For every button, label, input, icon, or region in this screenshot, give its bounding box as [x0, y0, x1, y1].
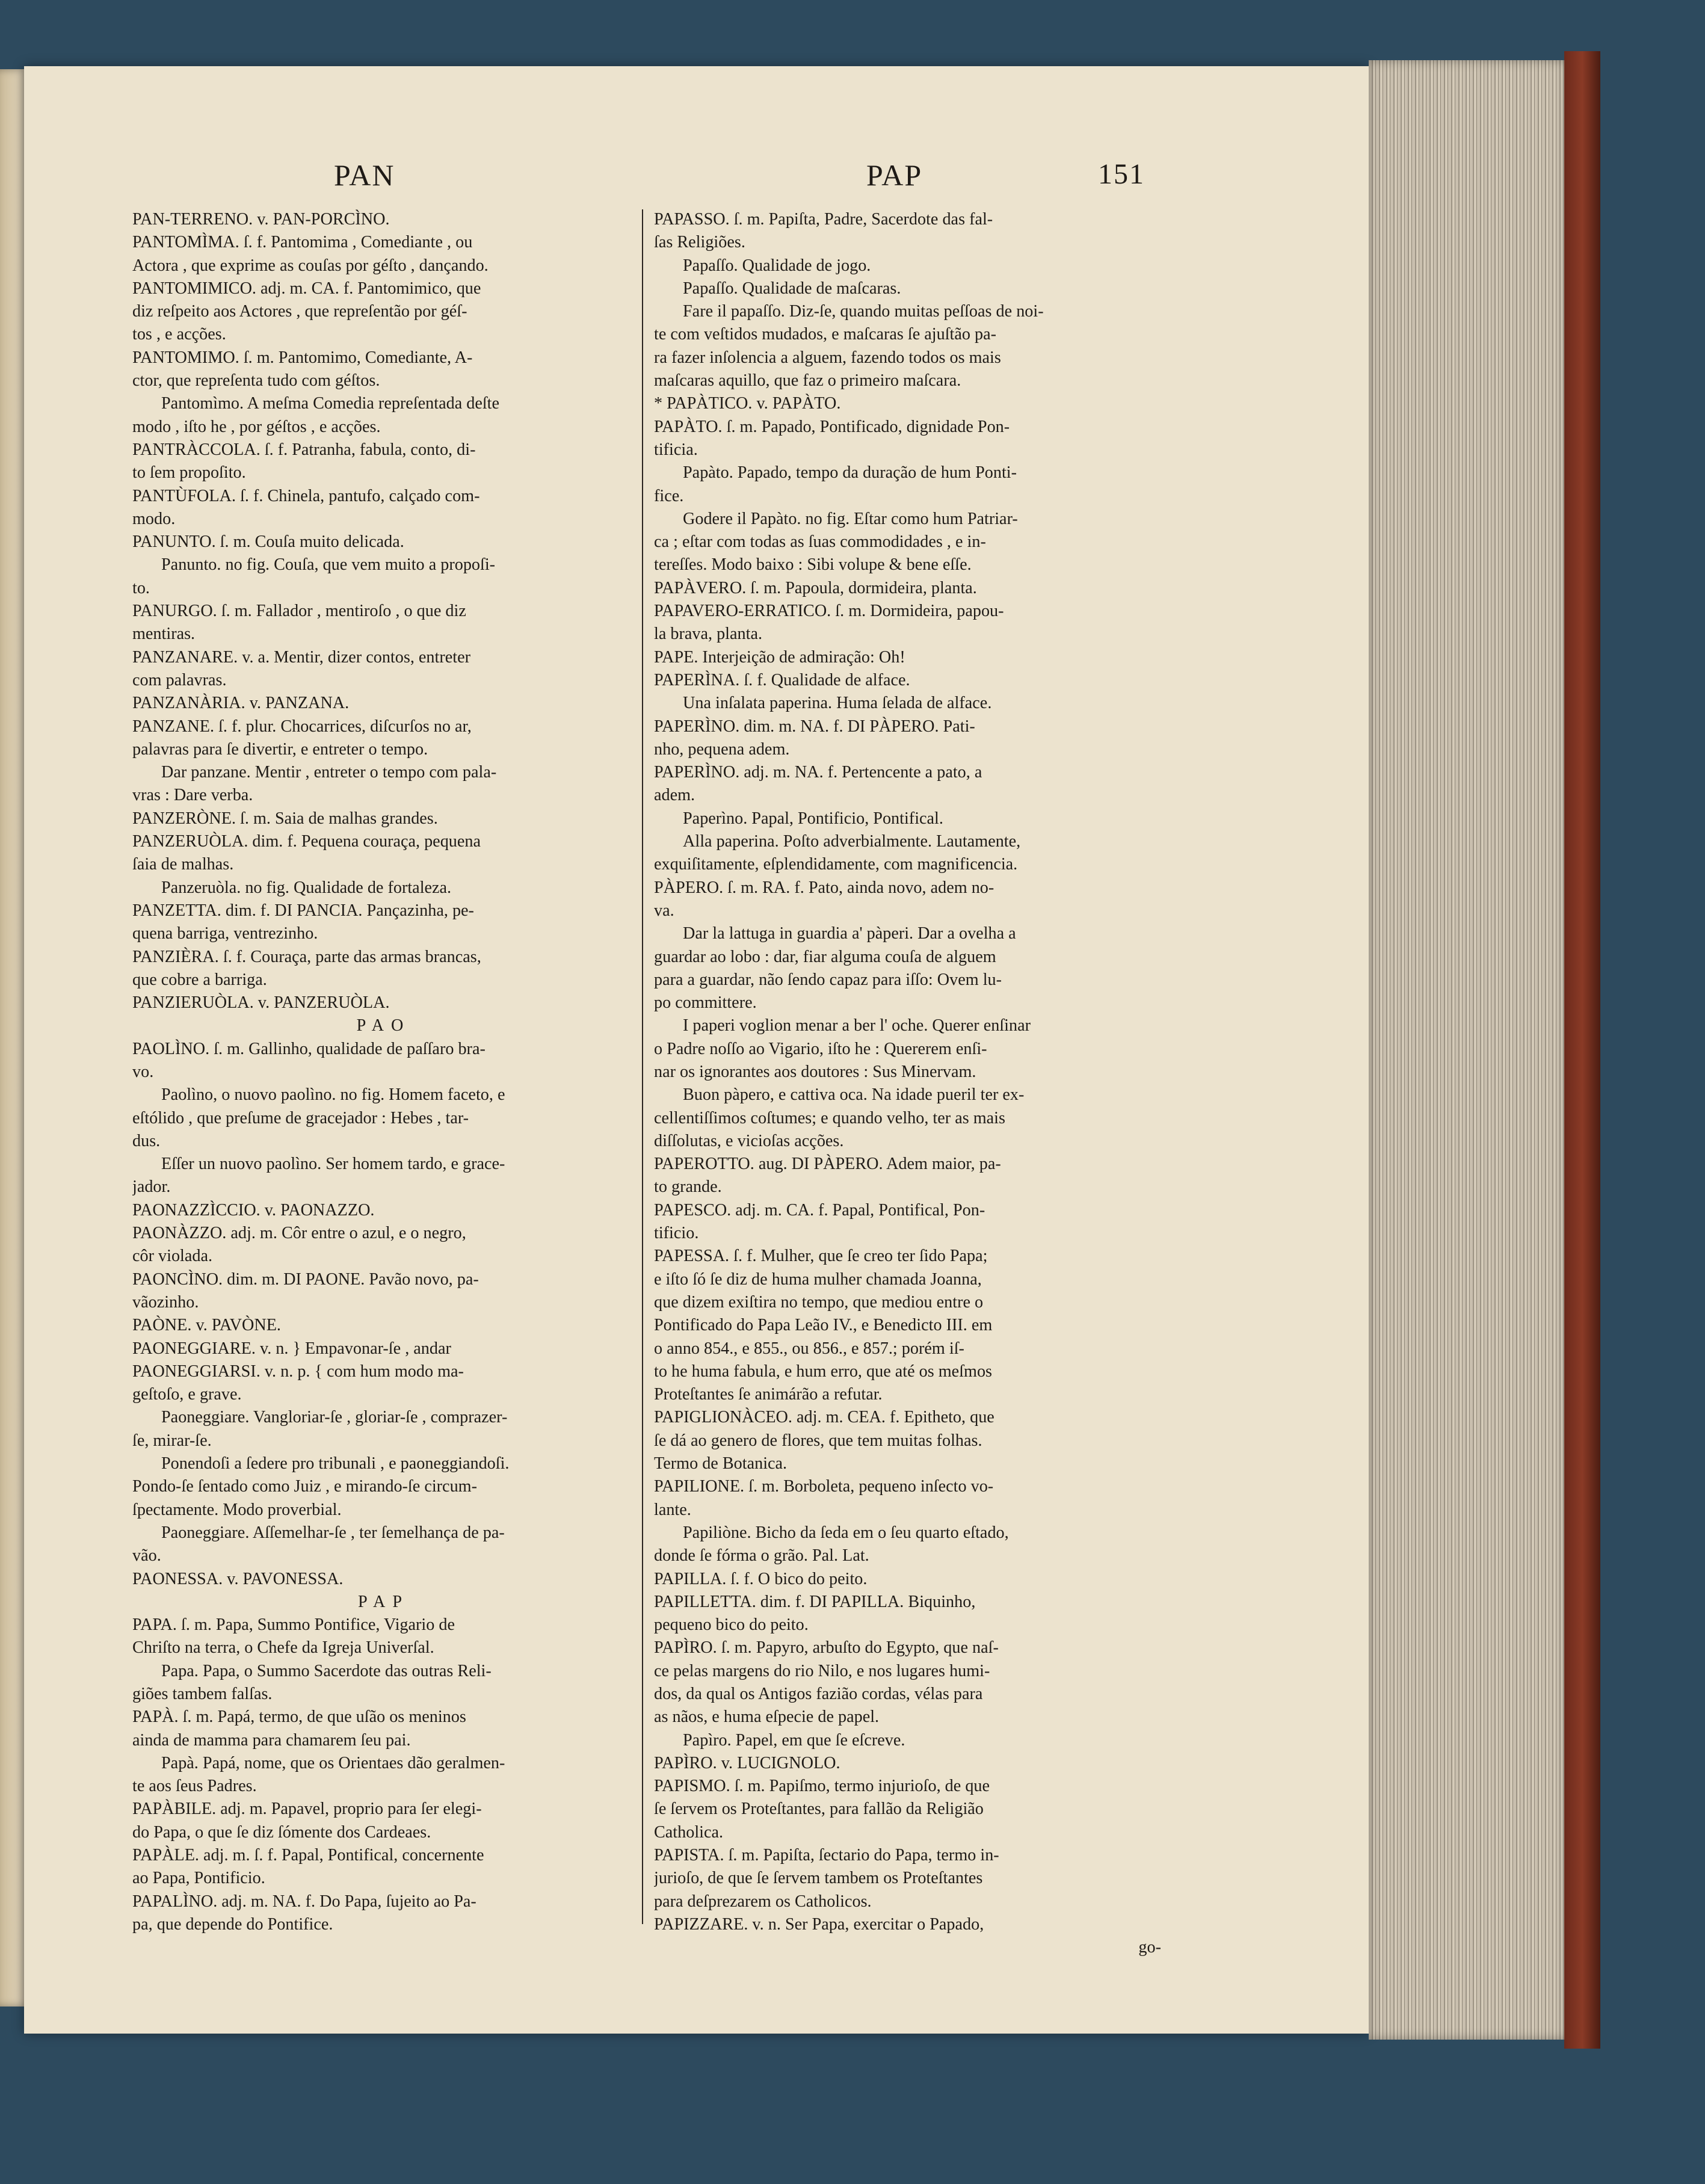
dictionary-line: PANUNTO. ſ. m. Couſa muito delicada. — [132, 532, 404, 552]
dictionary-line: ctor, que repreſenta tudo com géſtos. — [132, 371, 380, 390]
dictionary-line: Papa. Papa, o Summo Sacerdote das outras Reli- — [161, 1661, 492, 1680]
dictionary-line: PAPÀBILE. adj. m. Papavel, proprio para ſer elegi- — [132, 1800, 482, 1819]
dictionary-line: va. — [654, 901, 674, 920]
column-rule — [642, 209, 643, 1924]
dictionary-line: PAPILLA. ſ. f. O bico do peito. — [654, 1569, 868, 1588]
dictionary-line: PAONÀZZO. adj. m. Côr entre o azul, e o negro, — [132, 1224, 466, 1243]
dictionary-line: nar os ignorantes aos doutores : Sus Minervam. — [654, 1062, 976, 1081]
dictionary-line: I paperi voglion menar a ber l' oche. Querer enſinar — [683, 1016, 1031, 1035]
dictionary-line: PAÒNE. v. PAVÒNE. — [132, 1316, 281, 1335]
dictionary-line: fice. — [654, 486, 684, 505]
dictionary-line: PANTOMIMO. ſ. m. Pantomimo, Comediante, A- — [132, 348, 473, 367]
dictionary-line: Papàto. Papado, tempo da duração de hum Ponti- — [683, 463, 1017, 483]
dictionary-line: PAONEGGIARE. v. n. } Empavonar-ſe , andar — [132, 1339, 451, 1358]
dictionary-line: PAPILIONE. ſ. m. Borboleta, pequeno inſecto vo- — [654, 1477, 994, 1496]
dictionary-line: ſpectamente. Modo proverbial. — [132, 1500, 342, 1519]
dictionary-line: exquiſitamente, eſplendidamente, com magnificencia. — [654, 855, 1018, 874]
dictionary-line: maſcaras aquillo, que faz o primeiro maſcara. — [654, 371, 961, 390]
dictionary-line: giões tambem falſas. — [132, 1685, 273, 1703]
dictionary-line: PAPESCO. adj. m. CA. f. Papal, Pontifical, Pon- — [654, 1200, 985, 1220]
dictionary-line: to he huma fabula, e hum erro, que até os meſmos — [654, 1362, 993, 1381]
dictionary-line: PANURGO. ſ. m. Fallador , mentiroſo , o que diz — [132, 602, 466, 621]
dictionary-line: tificia. — [654, 440, 698, 459]
dictionary-line: PÀPERO. ſ. m. RA. f. Pato, ainda novo, adem no- — [654, 878, 994, 897]
dictionary-line: PANZETTA. dim. f. DI PANCIA. Pançazinha, pe- — [132, 901, 474, 920]
dictionary-line: PAPAVERO-ERRATICO. ſ. m. Dormideira, papou- — [654, 602, 1004, 621]
dictionary-line: guardar ao lobo : dar, fiar alguma couſa de alguem — [654, 947, 996, 966]
dictionary-line: tificio. — [654, 1224, 699, 1243]
leather-cover-edge — [1564, 51, 1600, 2049]
dictionary-line: PAPASSO. ſ. m. Papiſta, Padre, Sacerdote das fal- — [654, 210, 993, 229]
dictionary-line: PAPERÌNO. adj. m. NA. f. Pertencente a pato, a — [654, 763, 982, 782]
dictionary-line: PAPÀTO. ſ. m. Papado, Pontificado, dignidade Pon- — [654, 417, 1010, 436]
dictionary-line: PANZANÀRIA. v. PANZANA. — [132, 694, 350, 713]
dictionary-line: PAN-TERRENO. v. PAN-PORCÌNO. — [132, 210, 390, 229]
dictionary-line: PAPERÌNA. ſ. f. Qualidade de alface. — [654, 670, 910, 689]
dictionary-line: lante. — [654, 1500, 691, 1519]
dictionary-line: ce pelas margens do rio Nilo, e nos lugares humi- — [654, 1661, 990, 1680]
dictionary-line: ſe ſervem os Proteſtantes, para fallão da Religião — [654, 1800, 984, 1819]
section-heading: PAO — [356, 1016, 411, 1035]
dictionary-line: PAPÀ. ſ. m. Papá, termo, de que uſão os meninos — [132, 1707, 466, 1727]
dictionary-line: PAPÌRO. v. LUCIGNOLO. — [654, 1753, 840, 1772]
dictionary-line: Pondo-ſe ſentado como Juiz , e mirando-ſe circum- — [132, 1477, 477, 1496]
dictionary-line: Termo de Botanica. — [654, 1454, 788, 1473]
dictionary-line: PANZANE. ſ. f. plur. Chocarrices, diſcurſos no ar, — [132, 717, 472, 736]
dictionary-line: modo. — [132, 509, 176, 528]
dictionary-line: Chriſto na terra, o Chefe da Igreja Univerſal. — [132, 1638, 434, 1658]
dictionary-line: PAONESSA. v. PAVONESSA. — [132, 1569, 344, 1588]
dictionary-line: adem. — [654, 786, 695, 805]
dictionary-line: Ponendoſi a ſedere pro tribunali , e paoneggiandoſi. — [161, 1454, 510, 1473]
dictionary-line: dus. — [132, 1131, 161, 1150]
dictionary-line: Dar la lattuga in guardia a' pàperi. Dar a ovelha a — [683, 924, 1016, 943]
dictionary-line: to grande. — [654, 1177, 722, 1197]
dictionary-line: modo , iſto he , por géſtos , e acções. — [132, 417, 381, 436]
dictionary-line: PAPISMO. ſ. m. Papiſmo, termo injurioſo, de que — [654, 1777, 990, 1796]
dictionary-line: Eſſer un nuovo paolìno. Ser homem tardo, e grace- — [161, 1155, 505, 1174]
dictionary-line: Alla paperina. Poſto adverbialmente. Lautamente, — [683, 832, 1021, 851]
dictionary-line: que dizem exiſtira no tempo, que mediou entre o — [654, 1292, 984, 1312]
dictionary-line: PANZERUÒLA. dim. f. Pequena couraça, pequena — [132, 832, 481, 851]
dictionary-line: diſſolutas, e vicioſas acções. — [654, 1131, 844, 1150]
running-head-left: PAN — [334, 158, 395, 192]
dictionary-line: PAPILLETTA. dim. f. DI PAPILLA. Biquinho, — [654, 1592, 976, 1611]
page-number: 151 — [1098, 158, 1145, 190]
dictionary-line: PANTRÀCCOLA. ſ. f. Patranha, fabula, conto, di- — [132, 440, 476, 459]
dictionary-line: geſtoſo, e grave. — [132, 1385, 242, 1404]
dictionary-line: ſe, mirar-ſe. — [132, 1431, 212, 1450]
dictionary-line: que cobre a barriga. — [132, 970, 267, 989]
dictionary-line: ra fazer inſolencia a alguem, fazendo todos os mais — [654, 348, 1001, 367]
dictionary-line: Papìro. Papel, em que ſe eſcreve. — [683, 1730, 905, 1750]
dictionary-line: Paoneggiare. Aſſemelhar-ſe , ter ſemelhança de pa- — [161, 1523, 505, 1542]
dictionary-line: Una inſalata paperina. Huma ſelada de alface. — [683, 694, 992, 713]
dictionary-line: palavras para ſe divertir, e entreter o tempo. — [132, 739, 428, 759]
dictionary-line: o Padre noſſo ao Vigario, iſto he : Quererem enſi- — [654, 1039, 987, 1058]
dictionary-line: PAPISTA. ſ. m. Papiſta, ſectario do Papa, termo in- — [654, 1846, 999, 1865]
dictionary-line: Panzeruòla. no fig. Qualidade de fortaleza. — [161, 878, 452, 897]
dictionary-line: Panunto. no fig. Couſa, que vem muito a propoſi- — [161, 555, 496, 575]
dictionary-line: * PAPÀTICO. v. PAPÀTO. — [654, 394, 841, 413]
dictionary-line: ſas Religiões. — [654, 233, 745, 252]
dictionary-line: PAPALÌNO. adj. m. NA. f. Do Papa, ſujeito ao Pa- — [132, 1892, 476, 1911]
dictionary-line: Pantomìmo. A meſma Comedia repreſentada deſte — [161, 394, 500, 413]
dictionary-line: PAONAZZÌCCIO. v. PAONAZZO. — [132, 1200, 375, 1220]
dictionary-line: jador. — [132, 1177, 171, 1197]
dictionary-line: PAONEGGIARSI. v. n. p. { com hum modo ma- — [132, 1362, 464, 1381]
dictionary-line: Papiliòne. Bicho da ſeda em o ſeu quarto eſtado, — [683, 1523, 1009, 1542]
dictionary-line: PAPA. ſ. m. Papa, Summo Pontifice, Vigario de — [132, 1615, 455, 1635]
dictionary-line: vras : Dare verba. — [132, 786, 253, 805]
dictionary-line: po committere. — [654, 993, 757, 1013]
dictionary-line: to. — [132, 578, 150, 597]
dictionary-line: para deſprezarem os Catholicos. — [654, 1892, 872, 1911]
dictionary-line: eſtólido , que preſume de gracejador : Hebes , tar- — [132, 1108, 469, 1127]
dictionary-line: Paolìno, o nuovo paolìno. no fig. Homem faceto, e — [161, 1085, 505, 1105]
dictionary-line: pequeno bico do peito. — [654, 1615, 809, 1635]
dictionary-line: la brava, planta. — [654, 625, 762, 644]
dictionary-line: Catholica. — [654, 1822, 724, 1842]
dictionary-line: ſe dá ao genero de flores, que tem muitas folhas. — [654, 1431, 982, 1450]
section-heading: PAP — [357, 1592, 410, 1611]
dictionary-line: ca ; eſtar com todas as ſuas commodidades , e in- — [654, 532, 986, 552]
dictionary-line: tereſſes. Modo baixo : Sibi volupe & bene eſſe. — [654, 555, 972, 575]
dictionary-line: Fare il papaſſo. Diz-ſe, quando muitas peſſoas de noi- — [683, 302, 1044, 321]
dictionary-line: PAONCÌNO. dim. m. DI PAONE. Pavão novo, pa- — [132, 1269, 479, 1289]
dictionary-line: pa, que depende do Pontifice. — [132, 1914, 333, 1934]
dictionary-line: jurioſo, de que ſe ſervem tambem os Proteſtantes — [654, 1869, 983, 1888]
dictionary-line: com palavras. — [132, 670, 227, 689]
dictionary-line: ao Papa, Pontificio. — [132, 1869, 265, 1888]
dictionary-line: te com veſtidos mudados, e maſcaras ſe ajuſtão pa- — [654, 325, 997, 344]
dictionary-line: do Papa, o que ſe diz ſómente dos Cardeaes. — [132, 1822, 431, 1842]
dictionary-line: PAOLÌNO. ſ. m. Gallinho, qualidade de paſſaro bra- — [132, 1039, 486, 1058]
dictionary-line: côr violada. — [132, 1247, 213, 1266]
dictionary-line: e iſto ſó ſe diz de huma mulher chamada Joanna, — [654, 1269, 982, 1289]
dictionary-line: PAPÀVERO. ſ. m. Papoula, dormideira, planta. — [654, 578, 977, 597]
dictionary-line: PAPEROTTO. aug. DI PÀPERO. Adem maior, pa- — [654, 1155, 1001, 1174]
page-fore-edge — [1369, 60, 1567, 2040]
dictionary-line: quena barriga, ventrezinho. — [132, 924, 318, 943]
dictionary-line: to ſem propoſito. — [132, 463, 246, 483]
dictionary-line: dos, da qual os Antigos fazião cordas, vélas para — [654, 1685, 983, 1703]
dictionary-line: PANZIERUÒLA. v. PANZERUÒLA. — [132, 993, 390, 1013]
dictionary-line: diz reſpeito aos Actores , que repreſentão por géſ- — [132, 302, 467, 321]
dictionary-line: Dar panzane. Mentir , entreter o tempo com pala- — [161, 763, 497, 782]
dictionary-line: ſaia de malhas. — [132, 855, 234, 874]
dictionary-line: para a guardar, não ſendo capaz para iſſo: Ovem lu- — [654, 970, 1002, 989]
running-head-right: PAP — [866, 158, 923, 192]
dictionary-line: Godere il Papàto. no fig. Eſtar como hum Patriar- — [683, 509, 1018, 528]
dictionary-line: tos , e acções. — [132, 325, 226, 344]
dictionary-line: Papà. Papá, nome, que os Orientaes dão geralmen- — [161, 1753, 505, 1772]
dictionary-line: Papaſſo. Qualidade de maſcaras. — [683, 279, 901, 298]
dictionary-line: Papaſſo. Qualidade de jogo. — [683, 256, 871, 275]
dictionary-line: as nãos, e huma eſpecie de papel. — [654, 1707, 880, 1727]
dictionary-line: mentiras. — [132, 625, 196, 644]
dictionary-line: PAPE. Interjeição de admiração: Oh! — [654, 647, 905, 667]
dictionary-line: PAPERÌNO. dim. m. NA. f. DI PÀPERO. Pati- — [654, 717, 975, 736]
dictionary-line: o anno 854., e 855., ou 856., e 857.; porém iſ- — [654, 1339, 964, 1358]
dictionary-line: te aos ſeus Padres. — [132, 1777, 257, 1796]
dictionary-line: PAPÀLE. adj. m. ſ. f. Papal, Pontifical, concernente — [132, 1846, 484, 1865]
dictionary-line: Buon pàpero, e cattiva oca. Na idade pueril ter ex- — [683, 1085, 1025, 1105]
dictionary-line: go- — [1138, 1938, 1161, 1957]
dictionary-line: vo. — [132, 1062, 154, 1081]
dictionary-line: Paoneggiare. Vangloriar-ſe , gloriar-ſe , comprazer- — [161, 1408, 508, 1427]
dictionary-line: donde ſe fórma o grão. Pal. Lat. — [654, 1546, 869, 1566]
dictionary-line: PANZERÒNE. ſ. m. Saia de malhas grandes. — [132, 809, 438, 828]
dictionary-line: nho, pequena adem. — [654, 739, 790, 759]
dictionary-line: vão. — [132, 1546, 161, 1566]
dictionary-line: Actora , que exprime as couſas por géſto , dançando. — [132, 256, 489, 275]
dictionary-line: PAPESSA. ſ. f. Mulher, que ſe creo ter ſido Papa; — [654, 1247, 988, 1266]
dictionary-line: cellentiſſimos coſtumes; e quando velho, ter as mais — [654, 1108, 1005, 1127]
dictionary-line: PANZIÈRA. ſ. f. Couraça, parte das armas brancas, — [132, 947, 481, 966]
dictionary-line: PANTOMÌMA. ſ. f. Pantomima , Comediante , ou — [132, 233, 473, 252]
dictionary-line: PAPIGLIONÀCEO. adj. m. CEA. f. Epitheto, que — [654, 1408, 994, 1427]
dictionary-line: vãozinho. — [132, 1292, 199, 1312]
dictionary-line: PAPIZZARE. v. n. Ser Papa, exercitar o Papado, — [654, 1914, 984, 1934]
right-column — [654, 208, 1161, 1960]
dictionary-line: PAPÌRO. ſ. m. Papyro, arbuſto do Egypto, que naſ- — [654, 1638, 999, 1658]
dictionary-line: PANTÙFOLA. ſ. f. Chinela, pantufo, calçado com- — [132, 486, 480, 505]
dictionary-line: Proteſtantes ſe animárão a refutar. — [654, 1385, 883, 1404]
dictionary-line: Pontificado do Papa Leão IV., e Benedicto III. em — [654, 1316, 993, 1335]
dictionary-line: Paperìno. Papal, Pontificio, Pontifical. — [683, 809, 943, 828]
left-column — [132, 208, 635, 1936]
dictionary-line: ainda de mamma para chamarem ſeu pai. — [132, 1730, 411, 1750]
dictionary-line: PANTOMIMICO. adj. m. CA. f. Pantomimico, que — [132, 279, 481, 298]
dictionary-line: PANZANARE. v. a. Mentir, dizer contos, entreter — [132, 647, 470, 667]
